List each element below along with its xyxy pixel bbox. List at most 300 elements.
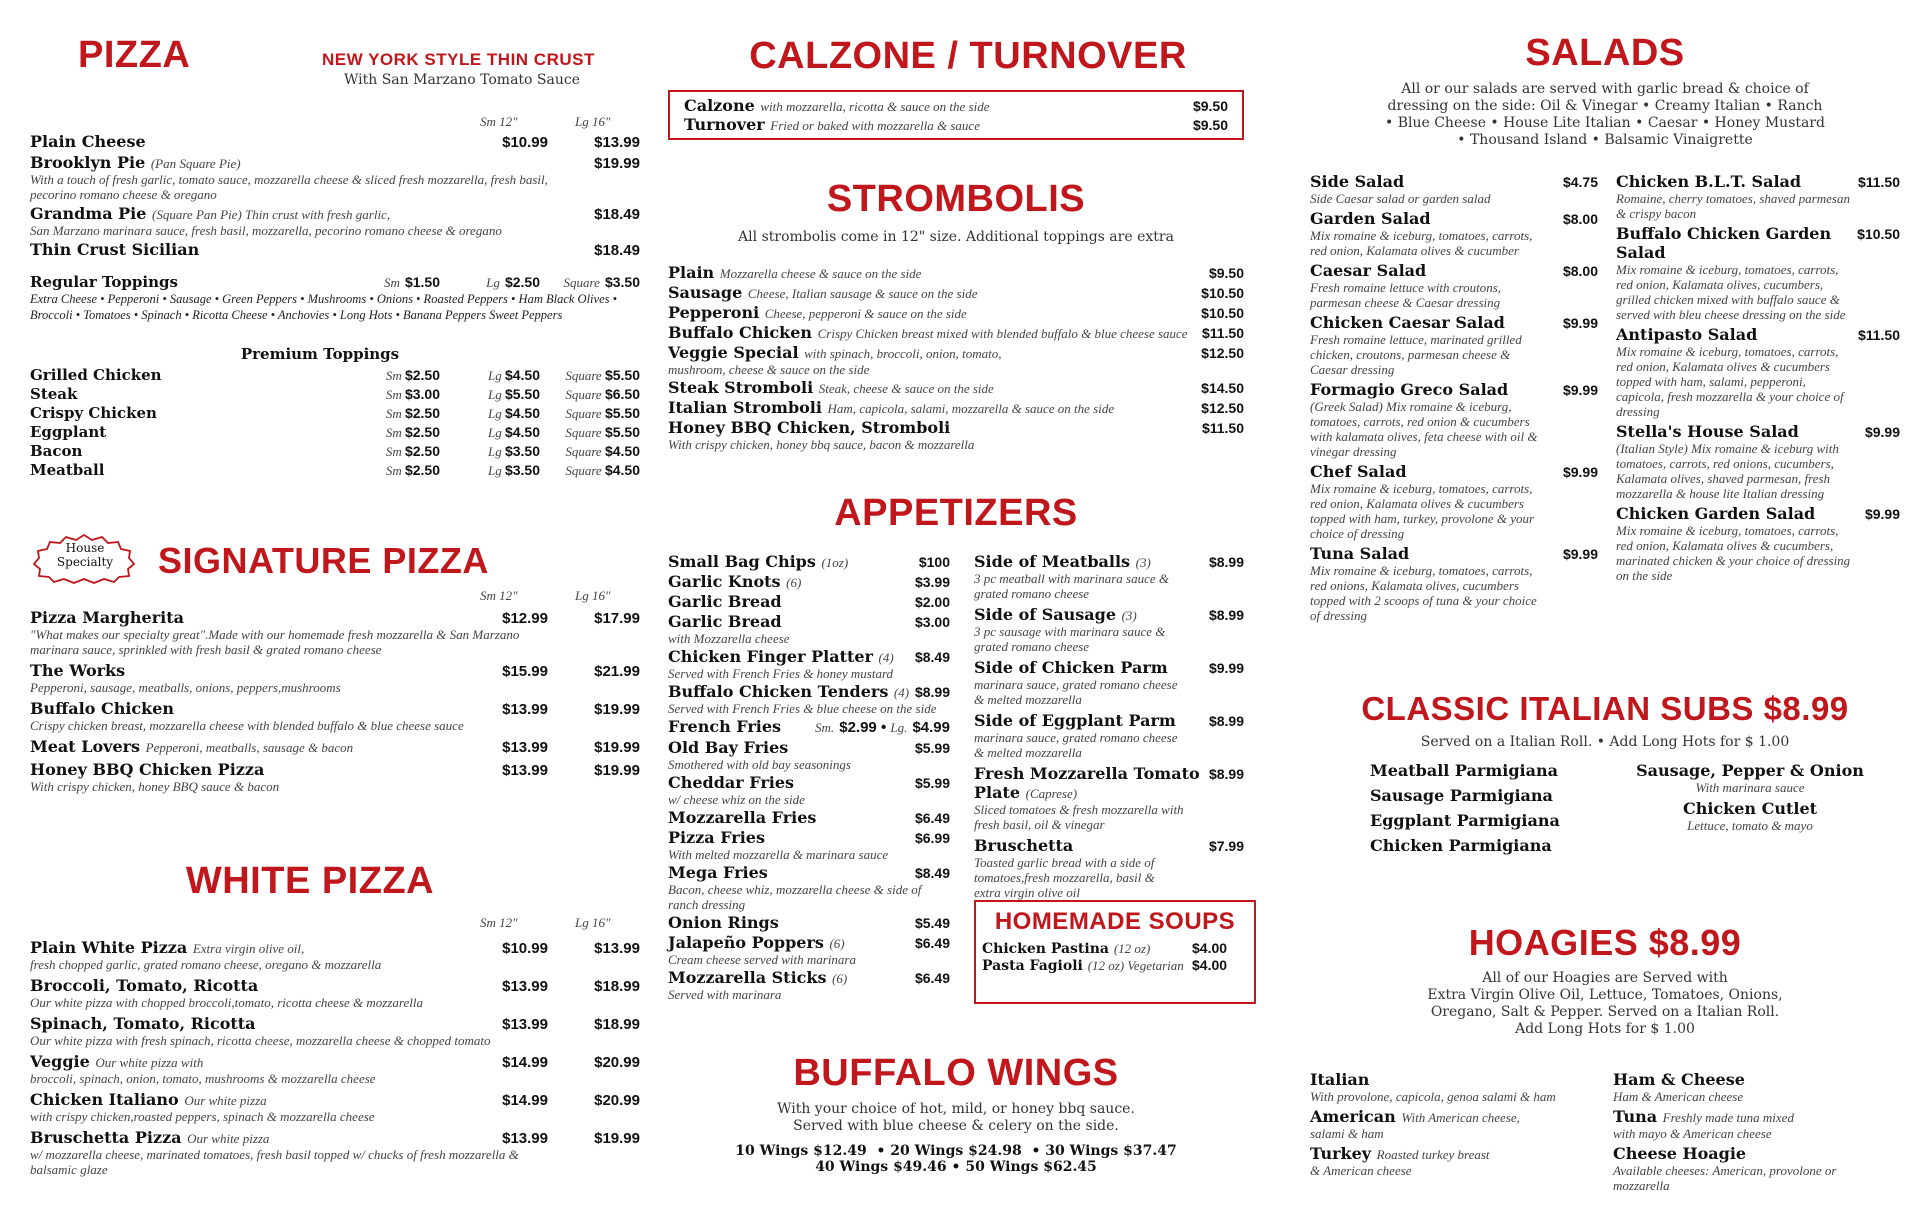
salad-item[interactable]: [1616, 422, 1900, 501]
strombolis-title: STROMBOLIS: [826, 178, 1086, 220]
salad-item[interactable]: [1310, 462, 1598, 541]
pizza-size-header: [30, 114, 640, 130]
signature-pizza-item[interactable]: [30, 699, 640, 733]
signature-size-header: Sm 12" Lg 16": [480, 588, 611, 603]
item-name-group: [974, 605, 1209, 624]
item-name: Caesar Salad: [1310, 261, 1427, 280]
item-price-sm: $13.99: [502, 1130, 548, 1147]
premium-topping-name: Grilled Chicken: [30, 366, 162, 384]
salads-note-4: • Thousand Island • Balsamic Vinaigrette: [1457, 132, 1753, 148]
hoagie-item[interactable]: [1310, 1107, 1600, 1141]
item-name-group: [668, 398, 1201, 417]
item-name: American: [1310, 1107, 1396, 1126]
size-label: Lg: [487, 406, 505, 421]
appetizer-item[interactable]: [668, 552, 950, 571]
item-name: Chicken Italiano: [30, 1090, 179, 1109]
pizza-item-plain-cheese[interactable]: [30, 132, 640, 151]
item-name-group: [1616, 325, 1858, 344]
regular-toppings: Regular Toppings Sm $1.50 Lg $2.50 Square $3.50 Extra Cheese • Pepperoni • Sausage • Green Peppers • Mushrooms • Onions • Roasted Peppers • Ham Black Olives • Broccoli • Tomatoes • Spinach • Ricotta Cheese • Anchovies • Long Hots • Banana Peppers Sweet Peppers: [30, 273, 640, 322]
signature-pizza-item[interactable]: [30, 608, 640, 657]
item-desc: Toasted garlic bread with a side of tomatoes,fresh mozzarella, basil & extra virgin olive oil: [974, 855, 1155, 900]
item-name: Pizza Fries: [668, 828, 765, 847]
item-desc: marinara sauce, grated romano cheese & melted mozzarella: [974, 677, 1178, 707]
size-label: Square: [565, 406, 605, 421]
signature-items: [30, 608, 640, 798]
size-label: Lg: [487, 444, 505, 459]
item-desc: Mix romaine & iceburg, tomatoes, carrots, red onion, Kalamata olives & cucumbers topped with ham, salami, pepperoni, capicola, fresh mozzarella & your choice of dressing: [1616, 344, 1844, 419]
premium-topping-price-group: [440, 441, 540, 460]
item-row: [1310, 544, 1598, 563]
item-price-price: $8.49: [914, 649, 950, 665]
salads-note-3: • Blue Cheese • House Lite Italian • Caesar • Honey Mustard: [1384, 115, 1826, 131]
white-header: [30, 860, 640, 910]
appetizer-item[interactable]: [668, 863, 950, 912]
appetizers-header: [668, 492, 1268, 535]
item-name-group: [1613, 1144, 1900, 1163]
item-desc: Our white pizza with fresh spinach, ricotta cheese, mozzarella cheese & chopped tomato: [30, 1033, 491, 1048]
premium-topping-price-group: [540, 460, 640, 479]
item-desc: fresh chopped garlic, grated romano cheese, oregano & mozzarella: [30, 957, 382, 972]
salad-item[interactable]: [1310, 209, 1598, 258]
item-name: Italian Stromboli: [668, 398, 822, 417]
premium-topping-price-group: [440, 384, 540, 403]
regular-topping-lg-price: $2.50: [504, 274, 540, 290]
item-row: [30, 1128, 640, 1147]
item-row: [974, 552, 1244, 571]
item-price-price: $14.50: [1201, 380, 1244, 396]
appetizer-item[interactable]: [668, 647, 950, 681]
item-desc: salami & ham: [1310, 1126, 1384, 1141]
item-price-price: $8.00: [1562, 211, 1598, 227]
item-name-group: [1310, 462, 1563, 481]
signature-pizza-item[interactable]: [30, 661, 640, 695]
size-label: Lg: [487, 425, 505, 440]
stromboli-item[interactable]: [668, 378, 1244, 397]
item-name-group: [1616, 422, 1865, 441]
item-name: Broccoli, Tomato, Ricotta: [30, 976, 259, 995]
item-name-group: [1310, 209, 1563, 228]
appetizer-item[interactable]: [974, 605, 1244, 654]
item-row: [1613, 1107, 1900, 1126]
salad-item[interactable]: [1616, 224, 1900, 322]
item-row: [30, 938, 640, 957]
white-pizza-item[interactable]: [30, 1090, 640, 1124]
wings-prices-2: 40 Wings $49.46 • 50 Wings $62.45: [815, 1159, 1097, 1175]
stromboli-item[interactable]: [668, 283, 1244, 302]
sub-item[interactable]: Chicken Parmigiana: [1370, 836, 1552, 855]
item-price-lg: $19.99: [594, 739, 640, 756]
stromboli-item[interactable]: [668, 418, 1244, 452]
salad-item[interactable]: [1310, 380, 1598, 459]
item-name: Cheese Hoagie: [1613, 1144, 1747, 1163]
item-price-group: [815, 717, 950, 736]
item-name: Garlic Bread: [668, 612, 782, 631]
signature-pizza-item[interactable]: [30, 737, 640, 756]
column-middle: [668, 0, 1268, 1220]
item-row: [668, 968, 950, 987]
item-inline-desc: (Pan Square Pie): [150, 156, 241, 171]
pizza-style-title: NEW YORK STYLE THIN CRUST: [322, 50, 595, 69]
item-inline-desc: Crispy Chicken breast mixed with blended buffalo & blue cheese sauce: [817, 326, 1188, 341]
salads-left: [1310, 172, 1598, 626]
item-desc: 3 pc sausage with marinara sauce & grated romano cheese: [974, 624, 1166, 654]
item-name: Bruschetta Pizza: [30, 1128, 182, 1147]
item-desc: marinara sauce, grated romano cheese & melted mozzarella: [974, 730, 1178, 760]
item-name-group: [1616, 504, 1865, 523]
item-name-group: [668, 808, 915, 827]
salad-item[interactable]: [1310, 172, 1598, 206]
premium-topping-price-group: [540, 365, 640, 384]
appetizer-item[interactable]: [668, 828, 950, 862]
item-row: [668, 773, 950, 792]
signature-pizza-item[interactable]: [30, 760, 640, 794]
item-desc: Romaine, cherry tomatoes, shaved parmesan & crispy bacon: [1616, 191, 1850, 221]
appetizer-item[interactable]: [668, 773, 950, 807]
pizza-item-grandma-pie[interactable]: [30, 204, 640, 238]
item-row: [668, 808, 950, 827]
stromboli-item[interactable]: [668, 263, 1244, 282]
item-desc: Sliced tomatoes & fresh mozzarella with fresh basil, oil & vinegar: [974, 802, 1184, 832]
salad-item[interactable]: [1616, 325, 1900, 419]
appetizer-item[interactable]: [668, 933, 950, 967]
appetizer-item[interactable]: [668, 717, 950, 736]
stromboli-item[interactable]: [668, 323, 1244, 342]
item-price-lg: $18.49: [594, 242, 640, 259]
item-name: Chicken Caesar Salad: [1310, 313, 1505, 332]
item-row: [1616, 224, 1900, 262]
white-size-header: Sm 12" Lg 16": [480, 915, 611, 930]
item-name-group: [668, 647, 915, 666]
item-name-group: [668, 968, 915, 987]
hoagie-item[interactable]: [1613, 1144, 1900, 1193]
item-name-group: [974, 552, 1209, 571]
wings-section: [668, 1052, 1244, 1175]
item-name-group: [1310, 1070, 1600, 1089]
item-price-sm: $13.99: [502, 701, 548, 718]
item-name-group: [668, 773, 915, 792]
item-name-group: [30, 699, 488, 718]
item-desc: "What makes our specialty great".Made with our homemade fresh mozzarella & San Marzano marinara sauce, sprinkled with fresh basil & grated romano cheese: [30, 627, 520, 657]
item-name-group: [1310, 1107, 1600, 1126]
item-inline-desc: (4): [878, 650, 894, 665]
item-inline-desc: Our white pizza: [187, 1131, 270, 1146]
item-price-price: $3.00: [914, 614, 950, 630]
item-desc: With crispy chicken, honey BBQ sauce & bacon: [30, 779, 280, 794]
appetizers-title: APPETIZERS: [834, 492, 1078, 534]
premium-toppings-title: Premium Toppings: [240, 345, 400, 363]
premium-topping-row[interactable]: [30, 365, 640, 384]
item-inline-desc: Steak, cheese & sauce on the side: [818, 381, 994, 396]
item-row: [668, 717, 950, 736]
sub-item[interactable]: Meatball Parmigiana: [1370, 761, 1558, 780]
item-row: [1310, 261, 1598, 280]
hoagies-title: HOAGIES $8.99: [1468, 922, 1742, 963]
item-row: [30, 661, 640, 680]
item-desc: broccoli, spinach, onion, tomato, mushrooms & mozzarella cheese: [30, 1071, 376, 1086]
item-row: [974, 836, 1244, 855]
appetizer-item[interactable]: [974, 658, 1244, 707]
item-name: Buffalo Chicken Tenders: [668, 682, 889, 701]
calzone-header: [668, 35, 1268, 78]
stromboli-item[interactable]: [668, 398, 1244, 417]
item-name: Side of Sausage: [974, 605, 1116, 624]
item-name-group: [1616, 224, 1857, 262]
item-desc: Mix romaine & iceburg, tomatoes, carrots, red onion, Kalamata olives & cucumber: [1310, 228, 1533, 258]
premium-toppings: [30, 345, 640, 479]
size-label: Lg: [487, 387, 505, 402]
premium-topping-lg-price: $3.50: [504, 443, 540, 459]
wings-note-1: With your choice of hot, mild, or honey bbq sauce.: [777, 1101, 1135, 1117]
item-name: Side Salad: [1310, 172, 1405, 191]
white-pizza-item[interactable]: [30, 1128, 640, 1177]
item-price-price: $5.49: [914, 915, 950, 931]
salad-item[interactable]: [1616, 504, 1900, 583]
item-name: Fresh Mozzarella Tomato Plate: [974, 764, 1200, 802]
item-name-group: [668, 682, 915, 701]
item-row: [30, 976, 640, 995]
item-name-group: [668, 738, 915, 757]
item-inline-desc: With American cheese,: [1401, 1110, 1520, 1125]
item-desc: with crispy chicken,roasted peppers, spinach & mozzarella cheese: [30, 1109, 375, 1124]
premium-topping-price-group: [360, 441, 440, 460]
item-desc: Served with marinara: [668, 987, 782, 1002]
premium-topping-row[interactable]: [30, 384, 640, 403]
item-price-lg: $13.99: [594, 134, 640, 151]
pizza-item-thin-crust-sicilian[interactable]: [30, 240, 640, 259]
item-name: Plain Cheese: [30, 132, 146, 151]
stromboli-item[interactable]: [668, 303, 1244, 322]
item-row: [30, 760, 640, 779]
soup-item[interactable]: Chicken Pastina (12 oz) $4.00: [982, 940, 1228, 957]
salads-note-2: dressing on the side: Oil & Vinegar • Creamy Italian • Ranch: [1387, 98, 1823, 114]
size-label: Sm.: [815, 720, 835, 735]
item-row: [668, 647, 950, 666]
salad-item[interactable]: [1310, 261, 1598, 310]
item-price-price: $100: [918, 554, 950, 570]
size-label: Lg: [487, 463, 505, 478]
item-row: [668, 552, 950, 571]
calzone-item[interactable]: Calzone with mozzarella, ricotta & sauce on the side $9.50: [684, 96, 1228, 115]
item-name: Chicken Cutlet: [1682, 799, 1818, 818]
item-desc: (Greek Salad) Mix romaine & iceburg, tomatoes, carrots, red onion & cucumbers with kalamata olives, feta cheese with oil & vinegar dressing: [1310, 399, 1538, 459]
item-name-group: [668, 913, 915, 932]
strombolis-header: [668, 178, 1268, 246]
appetizer-item[interactable]: [668, 572, 950, 591]
item-row: [668, 263, 1244, 282]
item-row: [668, 418, 1244, 437]
appetizer-item[interactable]: [668, 913, 950, 932]
premium-topping-row[interactable]: [30, 441, 640, 460]
item-name: French Fries: [668, 717, 782, 736]
item-name-group: [1310, 380, 1563, 399]
item-desc: Served with French Fries & blue cheese on the side: [668, 701, 937, 716]
premium-topping-name: Bacon: [30, 442, 83, 460]
appetizer-item[interactable]: [974, 764, 1244, 832]
premium-topping-sq-price: $4.50: [604, 462, 640, 478]
item-name-group: [668, 572, 915, 591]
premium-topping-row[interactable]: [30, 460, 640, 479]
item-name-group: [668, 933, 915, 952]
item-name: Sausage: [668, 283, 743, 302]
appetizers-left: [668, 552, 950, 1003]
item-desc: Mix romaine & iceburg, tomatoes, carrots, red onion, Kalamata olives, cucumbers, grilled chicken mixed with buffalo sauce & served with bleu cheese dressing on the side: [1616, 262, 1846, 322]
salads-note-1: All or our salads are served with garlic bread & choice of: [1401, 81, 1809, 97]
item-desc: Cream cheese served with marinara: [668, 952, 856, 967]
appetizer-item[interactable]: [668, 738, 950, 772]
item-row: [30, 1014, 640, 1033]
item-inline-desc: (4): [893, 685, 910, 700]
premium-topping-lg-price: $4.50: [504, 424, 540, 440]
item-name-group: [668, 828, 915, 847]
item-name: Onion Rings: [668, 913, 779, 932]
item-price-price: $8.99: [1208, 607, 1244, 623]
item-price-price: $6.49: [914, 935, 950, 951]
white-pizza-item[interactable]: [30, 938, 640, 972]
premium-topping-sq-price: $4.50: [604, 443, 640, 459]
size-label: Sm: [385, 387, 405, 402]
item-inline-desc: (3): [1121, 608, 1137, 623]
item-price-price: $9.99: [1864, 424, 1900, 440]
premium-topping-name: Eggplant: [30, 423, 107, 441]
item-row: [30, 1090, 640, 1109]
salad-item[interactable]: [1310, 313, 1598, 377]
item-price-price: $5.99: [914, 775, 950, 791]
item-name-group: [30, 1090, 488, 1109]
item-row: [668, 343, 1244, 362]
hoagie-item[interactable]: [1613, 1107, 1900, 1141]
white-items: [30, 938, 640, 1181]
subs-title: CLASSIC ITALIAN SUBS $8.99: [1361, 690, 1849, 727]
appetizer-item[interactable]: [974, 711, 1244, 760]
soup-item[interactable]: Pasta Fagioli (12 oz) Vegetarian $4.00: [982, 957, 1228, 974]
premium-topping-sm-price: $2.50: [404, 367, 440, 383]
pizza-item-brooklyn-pie[interactable]: [30, 153, 640, 202]
sub-item[interactable]: [1610, 799, 1890, 833]
item-row: [668, 913, 950, 932]
item-row: [668, 303, 1244, 322]
item-name: The Works: [30, 661, 126, 680]
item-row: [1310, 462, 1598, 481]
item-name-group: [974, 764, 1209, 802]
item-price-price: $9.50: [1208, 265, 1244, 281]
item-name-group: [668, 263, 1209, 282]
subs-note: Served on a Italian Roll. • Add Long Hots for $ 1.00: [1420, 734, 1790, 750]
item-name: Side of Chicken Parm: [974, 658, 1168, 677]
premium-topping-row[interactable]: [30, 403, 640, 422]
turnover-item[interactable]: Turnover Fried or baked with mozzarella & sauce $9.50: [684, 115, 1228, 134]
stromboli-item[interactable]: [668, 343, 1244, 377]
wings-prices-1: 10 Wings $12.49 • 20 Wings $24.98 • 30 Wings $37.47: [735, 1143, 1177, 1159]
appetizer-item[interactable]: [668, 808, 950, 827]
regular-toppings-list: Extra Cheese • Pepperoni • Sausage • Green Peppers • Mushrooms • Onions • Roasted Peppers • Ham Black Olives • Broccoli • Tomatoes • Spinach • Ricotta Cheese • Anchovies • Long Hots • Banana Peppers Sweet Peppers: [30, 292, 617, 322]
item-name: Chicken Garden Salad: [1616, 504, 1816, 523]
sub-item[interactable]: Eggplant Parmigiana: [1370, 811, 1560, 830]
premium-topping-row[interactable]: [30, 422, 640, 441]
item-name: Veggie Special: [668, 343, 799, 362]
regular-topping-square-price: $3.50: [604, 274, 640, 290]
soups-title: HOMEMADE SOUPS: [994, 908, 1236, 935]
hoagies-section: [1310, 922, 1900, 1038]
hoagie-item[interactable]: [1310, 1070, 1600, 1104]
premium-topping-sm-price: $2.50: [404, 424, 440, 440]
premium-topping-price-group: [540, 384, 640, 403]
item-name: Plain White Pizza: [30, 938, 188, 957]
size-label: Sm: [385, 444, 405, 459]
item-name-group: [30, 661, 488, 680]
appetizer-item[interactable]: [668, 612, 950, 646]
item-inline-desc: Our white pizza with: [95, 1055, 204, 1070]
item-name-group: [1310, 544, 1563, 563]
wings-title: BUFFALO WINGS: [793, 1052, 1119, 1094]
item-name-group: [1613, 1107, 1900, 1126]
item-desc: With a touch of fresh garlic, tomato sauce, mozzarella cheese & sliced fresh mozzarella, fresh basil, pecorino romano cheese & oregano: [30, 172, 548, 202]
size-label: Square: [565, 444, 605, 459]
item-name-group: [30, 1052, 488, 1071]
size-label: Sm: [385, 463, 405, 478]
item-price-price: $5.99: [914, 740, 950, 756]
item-row: [30, 737, 640, 756]
size-label: Sm: [385, 368, 405, 383]
hoagie-item[interactable]: [1613, 1070, 1900, 1104]
item-row: [1613, 1070, 1900, 1089]
salads-title: SALADS: [1525, 32, 1685, 74]
item-price-price: $6.49: [914, 810, 950, 826]
salad-item[interactable]: [1310, 544, 1598, 623]
pizza-items: [30, 132, 640, 261]
pizza-title: PIZZA: [78, 34, 191, 76]
sub-item[interactable]: Sausage Parmigiana: [1370, 786, 1553, 805]
appetizer-item[interactable]: [668, 968, 950, 1002]
item-row: [668, 398, 1244, 417]
sub-item[interactable]: [1610, 761, 1890, 795]
appetizer-item[interactable]: [974, 836, 1244, 900]
size-label: Lg.: [890, 720, 908, 735]
item-price-price: $11.50: [1857, 174, 1900, 190]
hoagie-item[interactable]: [1310, 1144, 1600, 1178]
item-name-group: [668, 378, 1201, 397]
premium-topping-sm-price: $3.00: [404, 386, 440, 402]
item-row: [1310, 209, 1598, 228]
white-pizza-item[interactable]: [30, 976, 640, 1010]
item-name-group: [668, 303, 1201, 322]
item-name: Chef Salad: [1310, 462, 1407, 481]
pizza-size-sm: Sm 12": [480, 114, 518, 129]
premium-topping-price-group: [360, 422, 440, 441]
item-row: [1310, 1070, 1600, 1089]
regular-topping-sm-price: $1.50: [404, 274, 440, 290]
item-desc: Mix romaine & iceburg, tomatoes, carrots, red onion, Kalamata olives & cucumbers topped with ham, turkey, provolone & your choice of dressing: [1310, 481, 1535, 541]
signature-title: SIGNATURE PIZZA: [158, 540, 489, 581]
item-name-group: [668, 863, 915, 882]
item-name-group: [1310, 172, 1563, 191]
premium-topping-price-group: [540, 422, 640, 441]
item-name-group: [1310, 261, 1563, 280]
appetizer-item[interactable]: [668, 682, 950, 716]
item-row: [668, 323, 1244, 342]
item-price-sm: $13.99: [502, 1016, 548, 1033]
white-pizza-item[interactable]: [30, 1014, 640, 1048]
white-title: WHITE PIZZA: [185, 860, 435, 902]
white-pizza-item[interactable]: [30, 1052, 640, 1086]
item-name: Chicken Finger Platter: [668, 647, 873, 666]
appetizer-item[interactable]: [668, 592, 950, 611]
salad-item[interactable]: [1616, 172, 1900, 221]
appetizer-item[interactable]: [974, 552, 1244, 601]
size-label: Lg: [487, 368, 505, 383]
hoagies-note-3: Oregano, Salt & Pepper. Served on a Italian Roll.: [1430, 1004, 1780, 1020]
item-name-group: [1616, 172, 1858, 191]
item-price-price: $10.50: [1201, 305, 1244, 321]
